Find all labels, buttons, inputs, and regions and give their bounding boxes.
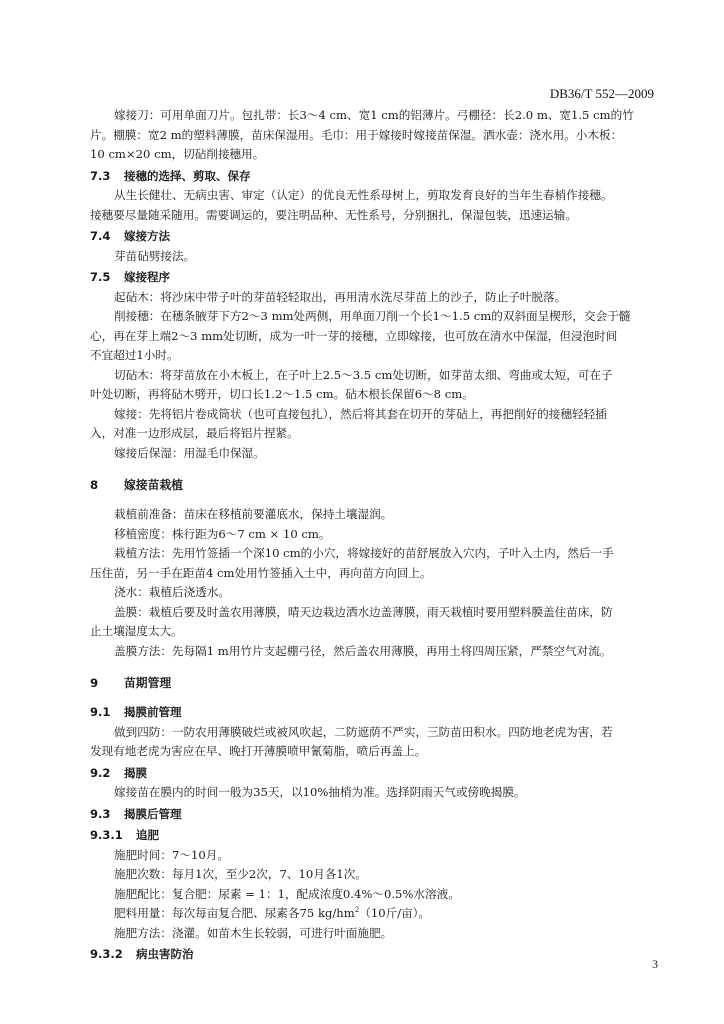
section-title: 嫁接苗栽植 <box>124 478 183 492</box>
section-title: 追肥 <box>136 828 159 842</box>
paragraph-line: 10 cm×20 cm，切砧削接穗用。 <box>90 147 265 161</box>
page-number: 3 <box>652 957 658 971</box>
paragraph-line: 栽植前准备：苗床在移植前要灌底水，保持土壤湿润。 <box>114 507 393 521</box>
section-number: 7.5 <box>90 270 111 284</box>
paragraph-line: 施肥方法：浇灌。如苗木生长较弱，可进行叶面施肥。 <box>114 925 393 940</box>
paragraph-line: 嫁接后保湿：用湿毛巾保湿。 <box>114 445 265 460</box>
section-number: 9.2 <box>90 765 111 780</box>
paragraph-line: 压住苗，另一手在距苗4 cm处用竹签插入土中，再向苗方向回上。 <box>90 565 432 580</box>
paragraph-line: 浇水：栽植后浇透水。 <box>114 585 230 599</box>
paragraph-line: 不宜超过1小时。 <box>90 348 179 362</box>
paragraph-line: 嫁接：先将铝片卷成筒状（也可直接包扎），然后将其套在切开的芽砧上，再把削好的接穗轻轻插 <box>114 406 607 421</box>
paragraph-line: 发现有地老虎为害应在早、晚打开薄膜喷甲氰菊脂，喷后再盖上。 <box>90 744 427 758</box>
section-heading-9-1 <box>90 703 658 723</box>
section-heading-7-4 <box>90 227 658 247</box>
section-title: 嫁接程序 <box>124 270 170 284</box>
paragraph-line: 入，对准一边形成层，最后将铝片捏紧。 <box>90 426 299 440</box>
section-title: 揭膜后管理 <box>124 806 182 821</box>
paragraph-line: 施肥配比：复合肥：尿素 = 1：1，配成浓度0.4%～0.5%水溶液。 <box>114 886 460 901</box>
page-content <box>90 106 658 965</box>
section-number: 9 <box>90 676 99 690</box>
section-heading-9-3 <box>90 805 658 825</box>
section-heading-7-5 <box>90 268 658 288</box>
paragraph-line: 止土壤湿度太大。 <box>90 624 183 638</box>
fertilizer-amount-line <box>90 904 658 924</box>
paragraph-line: 盖膜方法：先每隔1 m用竹片支起棚弓径，然后盖农用薄膜，再用土将四周压紧，严禁空气对流。 <box>114 643 612 658</box>
section-title: 苗期管理 <box>124 676 172 690</box>
section-title: 嫁接方法 <box>124 229 170 243</box>
fert-amount-suffix: （10斤/亩）。 <box>359 906 431 920</box>
paragraph-line: 切砧木：将芽苗放在小木板上，在子叶上2.5～3.5 cm处切断，如芽苗太细、弯曲或太短，可在子 <box>114 367 613 382</box>
section-number: 9.1 <box>90 705 111 719</box>
section-title: 接穗的选择、剪取、保存 <box>124 168 251 183</box>
paragraph-line: 心，再在芽上端2～3 mm处切断，成为一叶一芽的接穗，立即嫁接，也可放在清水中保湿，但浸泡时间 <box>90 328 618 343</box>
section-heading-7-3 <box>90 167 658 187</box>
paragraph-line: 施肥时间：7～10月。 <box>114 847 229 862</box>
superscript: 2 <box>354 906 360 915</box>
paragraph-line: 嫁接苗在膜内的时间一般为35天，以10%抽梢为准。选择阴雨天气或傍晚揭膜。 <box>114 785 526 799</box>
paragraph-line: 做到四防：一防农用薄膜破烂或被风吹起，二防遮荫不严实，三防苗田积水。四防地老虎为害，若 <box>114 724 613 739</box>
standard-code: DB36/T 552—2009 <box>549 86 654 101</box>
section-title: 病虫害防治 <box>136 947 194 961</box>
section-heading-9-3-1 <box>90 826 658 846</box>
section-heading-8 <box>90 475 658 495</box>
paragraph-line: 栽植方法：先用竹签插一个深10 cm的小穴，将嫁接好的苗舒展放入穴内，子叶入土内，然后一手 <box>114 546 614 560</box>
paragraph-line: 叶处切断，再将砧木劈开，切口长1.2～1.5 cm。砧木根长保留6～8 cm。 <box>90 387 474 401</box>
section-number: 9.3 <box>90 806 111 821</box>
paragraph-line: 削接穗：在穗条腋芽下方2～3 mm处两侧，用单面刀削一个长1～1.5 cm的双斜面呈楔形，交会于髓 <box>114 309 631 323</box>
section-title: 揭膜 <box>124 765 147 780</box>
paragraph-line: 接穗要尽量随采随用。需要调运的，要注明品种、无性系号，分别捆扎，保湿包装，迅速运输。 <box>90 207 577 222</box>
paragraph-line: 起砧木：将沙床中带子叶的芽苗轻轻取出，再用清水洗尽芽苗上的沙子，防止子叶脱落。 <box>114 289 567 304</box>
section-number: 8 <box>90 478 99 492</box>
section-title: 揭膜前管理 <box>124 705 182 719</box>
section-number: 7.3 <box>90 168 111 183</box>
section-number: 9.3.1 <box>90 828 123 842</box>
paragraph-line: 施肥次数：每月1次，至少2次，7、10月各1次。 <box>114 867 367 881</box>
paragraph-line: 移植密度：株行距为6～7 cm × 10 cm。 <box>114 526 331 541</box>
section-number: 7.4 <box>90 229 111 243</box>
section-number: 9.3.2 <box>90 947 123 961</box>
paragraph-line: 片。棚膜：宽2 m的塑料薄膜，苗床保湿用。毛巾：用于嫁接时嫁接苗保湿。洒水壶：浇水用。小木板： <box>90 127 623 142</box>
section-heading-9-3-2 <box>90 945 658 965</box>
paragraph-line: 嫁接刀：可用单面刀片。包扎带：长3～4 cm、宽1 cm的铝薄片。弓棚径：长2.0 m、宽1.5 cm的竹 <box>114 108 634 122</box>
paragraph-line: 芽苗砧劈接法。 <box>114 248 196 263</box>
section-heading-9-2 <box>90 764 658 784</box>
fert-amount-text: 肥料用量：每次每亩复合肥、尿素各75 kg/hm <box>114 906 355 920</box>
paragraph-line: 盖膜：栽植后要及时盖农用薄膜，晴天边栽边洒水边盖薄膜，雨天栽植时要用塑料膜盖住苗床，防 <box>114 604 613 619</box>
section-heading-9 <box>90 673 658 693</box>
paragraph-line: 从生长健壮、无病虫害、审定（认定）的优良无性系母树上，剪取发育良好的当年生春梢作接穗。 <box>114 188 613 202</box>
